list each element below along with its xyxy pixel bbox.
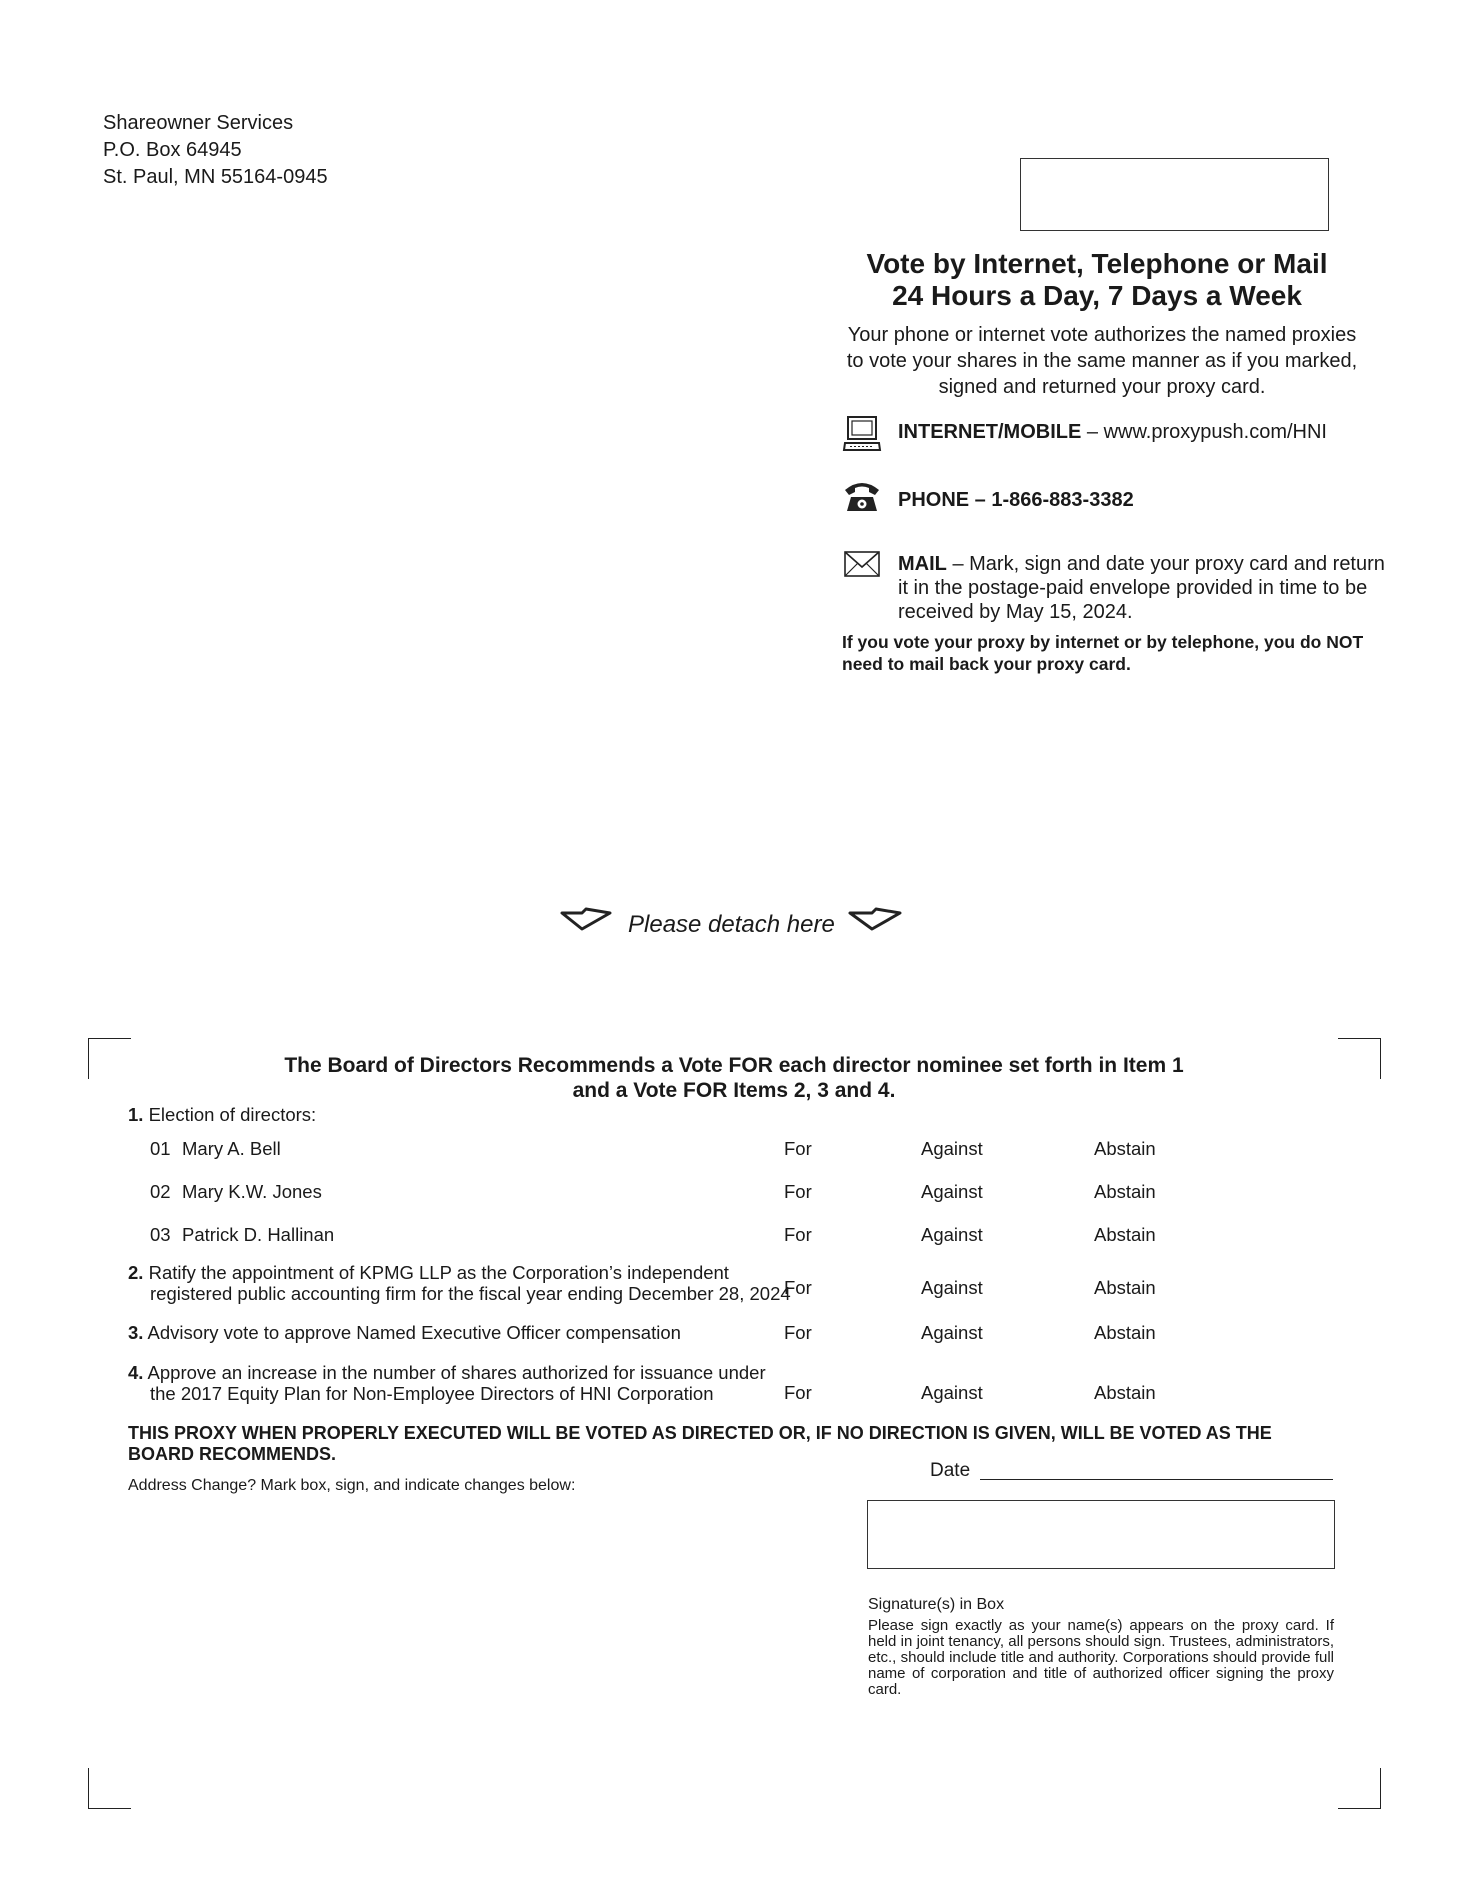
item-3-say-on-pay: 3. Advisory vote to approve Named Executive Officer compensation <box>128 1322 681 1343</box>
return-address-line3: St. Paul, MN 55164-0945 <box>103 166 328 188</box>
down-arrow-icon <box>850 909 900 929</box>
choice-abstain[interactable]: Abstain <box>1094 1277 1156 1298</box>
choice-against[interactable]: Against <box>921 1181 983 1202</box>
crop-mark-bottom-right <box>1338 1768 1381 1809</box>
date-field[interactable] <box>980 1479 1333 1480</box>
vote-note: If you vote your proxy by internet or by telephone, you do NOT need to mail back your proxy card. <box>842 632 1364 674</box>
choice-abstain[interactable]: Abstain <box>1094 1181 1156 1202</box>
crop-mark-bottom-left <box>88 1768 131 1809</box>
choice-for[interactable]: For <box>784 1138 812 1159</box>
phone-label: PHONE – 1-866-883-3382 <box>898 489 1134 511</box>
phone-vote-method <box>842 477 1402 517</box>
choice-against[interactable]: Against <box>921 1382 983 1403</box>
choice-for[interactable]: For <box>784 1181 812 1202</box>
vote-panel-intro: Your phone or internet vote authorizes the named proxies to vote your shares in the same manner as if you marked, signed and returned your proxy card. <box>846 324 1358 398</box>
down-arrow-icon <box>562 909 610 929</box>
crop-mark-top-right <box>1338 1038 1381 1079</box>
choice-against[interactable]: Against <box>921 1138 983 1159</box>
return-address-line2: P.O. Box 64945 <box>103 139 242 161</box>
item-2-ratify-kpmg: 2. Ratify the appointment of KPMG LLP as the Corporation’s independent registered public accounting firm for the fiscal year ending December 28, 2024 <box>128 1262 791 1304</box>
internet-vote-method <box>842 415 1402 455</box>
nominee-code: 02 <box>150 1181 171 1202</box>
choice-against[interactable]: Against <box>921 1322 983 1343</box>
nominee-code: 03 <box>150 1224 171 1245</box>
return-address <box>103 110 328 191</box>
choice-against[interactable]: Against <box>921 1277 983 1298</box>
choice-abstain[interactable]: Abstain <box>1094 1322 1156 1343</box>
vote-panel-title: Vote by Internet, Telephone or Mail 24 Hours a Day, 7 Days a Week <box>866 248 1328 311</box>
address-change-label: Address Change? Mark box, sign, and indicate changes below: <box>128 1477 576 1494</box>
choice-abstain[interactable]: Abstain <box>1094 1138 1156 1159</box>
nominee-name: Patrick D. Hallinan <box>182 1224 335 1245</box>
crop-mark-top-left <box>88 1038 131 1079</box>
telephone-icon <box>842 477 882 515</box>
choice-for[interactable]: For <box>784 1277 812 1298</box>
ballot-heading: The Board of Directors Recommends a Vote FOR each director nominee set forth in Item 1 and a Vote FOR Items 2, 3 and 4. <box>284 1054 1184 1102</box>
internet-url: – www.proxypush.com/HNI <box>1081 421 1327 443</box>
control-number-box <box>1020 158 1329 231</box>
proxy-statement: THIS PROXY WHEN PROPERLY EXECUTED WILL BE VOTED AS DIRECTED OR, IF NO DIRECTION IS GIVEN, WILL BE VOTED AS THE BOARD RECOMMENDS. <box>128 1423 1272 1464</box>
choice-for[interactable]: For <box>784 1224 812 1245</box>
return-address-line1: Shareowner Services <box>103 112 294 134</box>
nominee-name: Mary K.W. Jones <box>182 1181 322 1202</box>
choice-abstain[interactable]: Abstain <box>1094 1382 1156 1403</box>
nominee-name: Mary A. Bell <box>182 1138 281 1159</box>
detach-label: Please detach here <box>628 911 835 938</box>
date-label: Date <box>930 1460 971 1481</box>
signature-box[interactable] <box>867 1500 1335 1569</box>
item-1-election: 1. Election of directors: <box>128 1104 317 1125</box>
signature-label: Signature(s) in Box <box>868 1596 1005 1613</box>
mail-label: MAIL <box>898 553 947 575</box>
nominee-code: 01 <box>150 1138 171 1159</box>
computer-icon <box>842 415 882 453</box>
internet-label: INTERNET/MOBILE <box>898 421 1082 443</box>
mail-vote-method <box>842 548 1402 623</box>
choice-abstain[interactable]: Abstain <box>1094 1224 1156 1245</box>
envelope-icon <box>842 548 882 586</box>
choice-for[interactable]: For <box>784 1382 812 1403</box>
item-4-equity-plan: 4. Approve an increase in the number of shares authorized for issuance under the 2017 Equity Plan for Non-Employee Directors of HNI Corporation <box>128 1362 766 1404</box>
signature-instructions: Please sign exactly as your name(s) appears on the proxy card. If held in joint tenancy, all persons should sign. Trustees, administrators, etc., should include title and authority. Corporations should provide full name of corporation and title of authorized officer signing the proxy card. <box>868 1617 1334 1698</box>
choice-for[interactable]: For <box>784 1322 812 1343</box>
choice-against[interactable]: Against <box>921 1224 983 1245</box>
mail-instructions: – Mark, sign and date your proxy card and return it in the postage-paid envelope provided in time to be received by May 15, 2024. <box>898 553 1385 623</box>
